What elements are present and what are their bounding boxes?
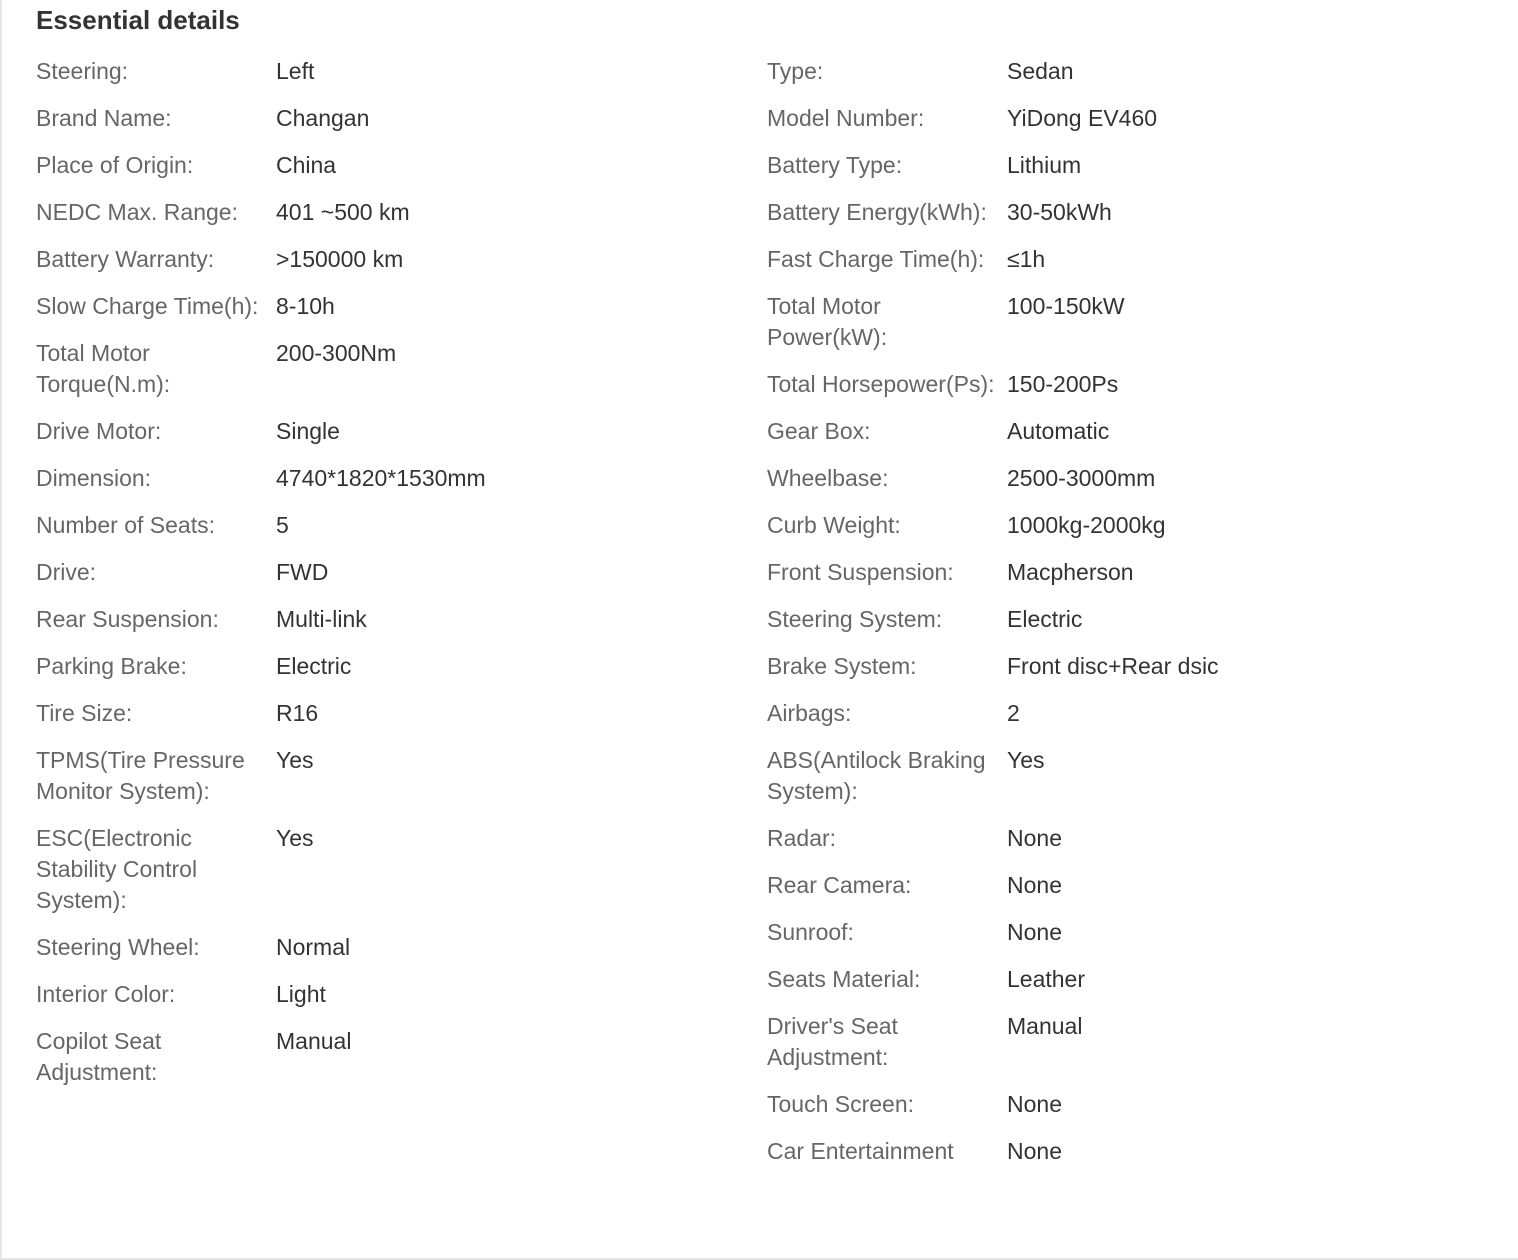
detail-label: Dimension: (36, 465, 152, 491)
detail-label: Brand Name: (36, 105, 172, 131)
detail-value: Manual (1007, 1013, 1083, 1039)
details-grid (36, 56, 1498, 1183)
detail-label: Wheelbase: (767, 465, 889, 491)
detail-label: Model Number: (767, 105, 925, 131)
detail-value: >150000 km (276, 246, 404, 272)
detail-row (767, 870, 1498, 917)
detail-label: ESC(Electronic Stability Control System): (36, 825, 198, 913)
detail-label: Steering System: (767, 606, 943, 632)
detail-value: FWD (276, 559, 329, 585)
detail-label: Rear Suspension: (36, 606, 219, 632)
detail-label: Total Motor Power(kW): (767, 293, 888, 350)
detail-row (767, 557, 1498, 604)
detail-row (767, 291, 1498, 369)
detail-value: 1000kg-2000kg (1007, 512, 1166, 538)
detail-value: YiDong EV460 (1007, 105, 1158, 131)
detail-row (767, 604, 1498, 651)
detail-value: Yes (276, 747, 314, 773)
detail-label: Front Suspension: (767, 559, 954, 585)
detail-value: 150-200Ps (1007, 371, 1119, 397)
detail-value: ≤1h (1007, 246, 1046, 272)
detail-row (36, 338, 767, 416)
detail-value: Left (276, 58, 315, 84)
detail-row (767, 56, 1498, 103)
detail-value: Multi-link (276, 606, 367, 632)
detail-value: Changan (276, 105, 370, 131)
detail-row (36, 932, 767, 979)
detail-row (767, 463, 1498, 510)
detail-label: Airbags: (767, 700, 852, 726)
detail-row (36, 150, 767, 197)
detail-label: Copilot Seat Adjustment: (36, 1028, 162, 1085)
detail-label: TPMS(Tire Pressure Monitor System): (36, 747, 245, 804)
detail-row (36, 103, 767, 150)
detail-label: Parking Brake: (36, 653, 187, 679)
detail-label: NEDC Max. Range: (36, 199, 238, 225)
detail-value: Yes (1007, 747, 1045, 773)
detail-label: Seats Material: (767, 966, 921, 992)
detail-value: 2500-3000mm (1007, 465, 1156, 491)
detail-row (767, 197, 1498, 244)
detail-value: Front disc+Rear dsic (1007, 653, 1219, 679)
detail-row (767, 745, 1498, 823)
detail-value: 8-10h (276, 293, 335, 319)
detail-row (767, 103, 1498, 150)
detail-value: Automatic (1007, 418, 1110, 444)
detail-value: 2 (1007, 700, 1020, 726)
detail-label: Slow Charge Time(h): (36, 293, 259, 319)
detail-row (767, 964, 1498, 1011)
detail-value: Single (276, 418, 340, 444)
detail-label: Total Motor Torque(N.m): (36, 340, 171, 397)
detail-value: None (1007, 1091, 1062, 1117)
detail-row (36, 197, 767, 244)
detail-row (36, 698, 767, 745)
detail-row (36, 557, 767, 604)
detail-label: Battery Energy(kWh): (767, 199, 987, 225)
detail-value: Light (276, 981, 326, 1007)
detail-label: Number of Seats: (36, 512, 215, 538)
detail-value: 30-50kWh (1007, 199, 1112, 225)
detail-label: ABS(Antilock Braking System): (767, 747, 986, 804)
detail-row (36, 291, 767, 338)
detail-row (767, 1089, 1498, 1136)
detail-row (767, 150, 1498, 197)
detail-row (36, 244, 767, 291)
detail-label: Brake System: (767, 653, 917, 679)
detail-row (36, 979, 767, 1026)
detail-value: Manual (276, 1028, 352, 1054)
detail-value: Normal (276, 934, 351, 960)
detail-row (767, 244, 1498, 291)
detail-row (36, 823, 767, 932)
details-column-left (36, 56, 767, 1183)
detail-value: Leather (1007, 966, 1086, 992)
detail-value: Electric (276, 653, 352, 679)
detail-row (767, 369, 1498, 416)
details-column-right (767, 56, 1498, 1183)
detail-value: Sedan (1007, 58, 1074, 84)
detail-label: Touch Screen: (767, 1091, 915, 1117)
detail-value: None (1007, 919, 1062, 945)
detail-label: Curb Weight: (767, 512, 901, 538)
detail-row (36, 463, 767, 510)
detail-value: 200-300Nm (276, 340, 397, 366)
detail-label: Fast Charge Time(h): (767, 246, 985, 272)
detail-label: Place of Origin: (36, 152, 194, 178)
detail-label: Radar: (767, 825, 837, 851)
detail-label: Total Horsepower(Ps): (767, 371, 995, 397)
detail-label: Rear Camera: (767, 872, 912, 898)
detail-label: Gear Box: (767, 418, 871, 444)
detail-label: Battery Warranty: (36, 246, 215, 272)
detail-value: 5 (276, 512, 289, 538)
detail-row (767, 416, 1498, 463)
detail-value: Lithium (1007, 152, 1082, 178)
detail-value: China (276, 152, 337, 178)
section-title: Essential details (36, 5, 240, 35)
detail-row (36, 56, 767, 103)
detail-row (36, 416, 767, 463)
detail-label: Steering: (36, 58, 129, 84)
detail-value: Electric (1007, 606, 1083, 632)
detail-label: Type: (767, 58, 824, 84)
detail-label: Drive: (36, 559, 97, 585)
detail-label: Steering Wheel: (36, 934, 200, 960)
detail-value: 4740*1820*1530mm (276, 465, 486, 491)
detail-row (36, 510, 767, 557)
detail-row (767, 1136, 1498, 1183)
detail-row (36, 1026, 767, 1104)
detail-label: Sunroof: (767, 919, 854, 945)
detail-row (36, 604, 767, 651)
detail-value: None (1007, 872, 1062, 898)
detail-row (36, 745, 767, 823)
detail-label: Tire Size: (36, 700, 133, 726)
detail-row (767, 1011, 1498, 1089)
detail-value: Macpherson (1007, 559, 1134, 585)
detail-value: R16 (276, 700, 319, 726)
detail-row (767, 917, 1498, 964)
detail-row (767, 698, 1498, 745)
detail-value: None (1007, 825, 1062, 851)
detail-value: 401 ~500 km (276, 199, 410, 225)
detail-row (767, 823, 1498, 870)
detail-value: None (1007, 1138, 1062, 1164)
detail-label: Driver's Seat Adjustment: (767, 1013, 898, 1070)
detail-label: Car Entertainment (767, 1138, 954, 1164)
detail-label: Battery Type: (767, 152, 903, 178)
detail-label: Interior Color: (36, 981, 176, 1007)
detail-value: 100-150kW (1007, 293, 1125, 319)
detail-row (36, 651, 767, 698)
detail-row (767, 651, 1498, 698)
detail-label: Drive Motor: (36, 418, 162, 444)
detail-value: Yes (276, 825, 314, 851)
detail-row (767, 510, 1498, 557)
